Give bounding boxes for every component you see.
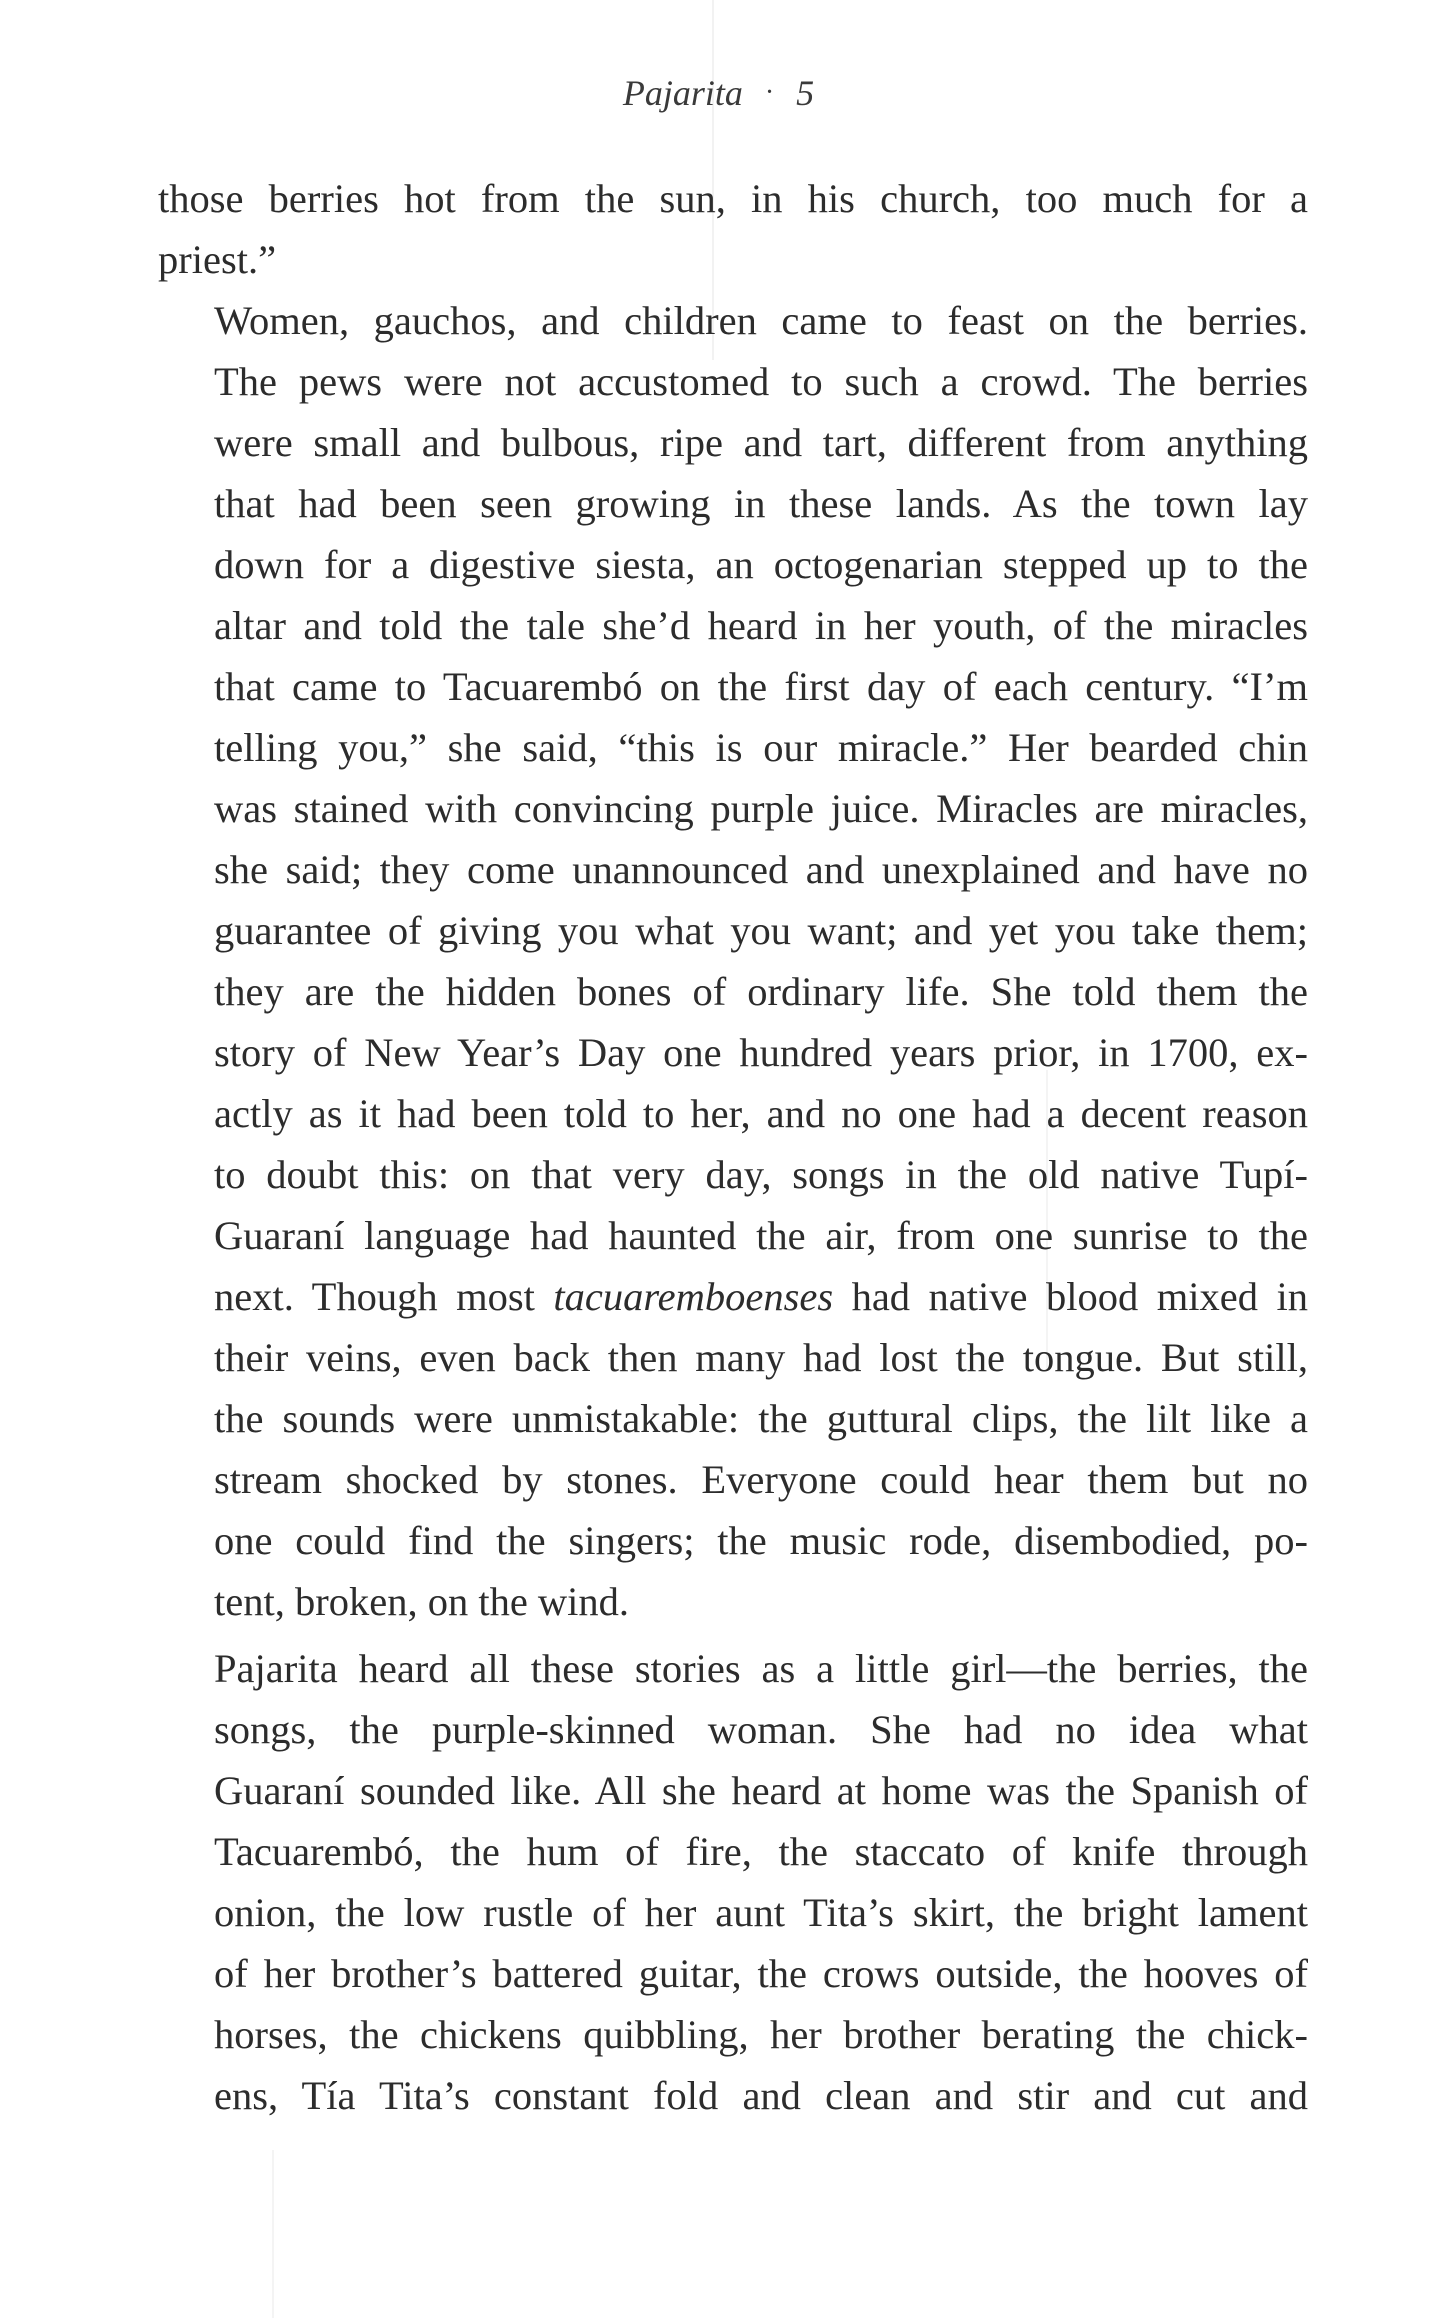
text-line: guarantee of giving you what you want; and yet you take them; [214, 908, 1308, 953]
italic-term: tacuaremboenses [553, 1274, 834, 1319]
text-line: that came to Tacuarembó on the first day of each century. “I’m [214, 664, 1308, 709]
text-run: had native blood mixed in [833, 1274, 1308, 1319]
text-line: Women, gauchos, and children came to feast on the berries. [214, 298, 1308, 343]
text-line: onion, the low rustle of her aunt Tita’s skirt, the bright lament [214, 1890, 1308, 1935]
text-line: Pajarita heard all these stories as a little girl—the berries, the [214, 1646, 1308, 1691]
running-head [0, 72, 1437, 114]
paragraph [158, 290, 1308, 1632]
page-number: 5 [796, 73, 815, 113]
text-line: those berries hot from the sun, in his church, too much for a [158, 176, 1308, 221]
text-line: Guaraní language had haunted the air, from one sunrise to the [214, 1213, 1308, 1258]
text-line: that had been seen growing in these lands. As the town lay [214, 481, 1308, 526]
text-line: story of New Year’s Day one hundred years prior, in 1700, ex- [214, 1030, 1308, 1075]
text-line [158, 1266, 1308, 1327]
text-line: actly as it had been told to her, and no one had a decent reason [214, 1091, 1308, 1136]
text-line: tent, broken, on the wind. [214, 1579, 630, 1624]
text-line: horses, the chickens quibbling, her brother berating the chick- [214, 2012, 1308, 2057]
running-head-title: Pajarita [622, 73, 743, 113]
paragraph [158, 1638, 1308, 2126]
text-line: Guaraní sounded like. All she heard at home was the Spanish of [214, 1768, 1308, 1813]
text-line: was stained with convincing purple juice. Miracles are miracles, [214, 786, 1308, 831]
body-text [158, 168, 1308, 2126]
text-line: their veins, even back then many had lost the tongue. But still, [214, 1335, 1308, 1380]
text-line: telling you,” she said, “this is our miracle.” Her bearded chin [214, 725, 1308, 770]
text-line: altar and told the tale she’d heard in her youth, of the miracles [214, 603, 1308, 648]
text-line: were small and bulbous, ripe and tart, different from anything [214, 420, 1308, 465]
paragraph [158, 168, 1308, 290]
text-line: songs, the purple-skinned woman. She had no idea what [214, 1707, 1308, 1752]
text-line: ens, Tía Tita’s constant fold and clean and stir and cut and [214, 2073, 1308, 2118]
text-line: she said; they come unannounced and unexplained and have no [214, 847, 1308, 892]
text-run: next. Though most [214, 1274, 554, 1319]
text-line: they are the hidden bones of ordinary life. She told them the [214, 969, 1308, 1014]
text-line: down for a digestive siesta, an octogenarian stepped up to the [214, 542, 1308, 587]
text-line: to doubt this: on that very day, songs in the old native Tupí- [214, 1152, 1308, 1197]
text-line: of her brother’s battered guitar, the crows outside, the hooves of [214, 1951, 1308, 1996]
text-line: priest.” [158, 237, 277, 282]
text-line: one could find the singers; the music rode, disembodied, po- [214, 1518, 1308, 1563]
text-line: stream shocked by stones. Everyone could hear them but no [214, 1457, 1308, 1502]
running-head-separator: · [764, 77, 775, 108]
scan-gutter-shadow [272, 2150, 274, 2318]
text-line: the sounds were unmistakable: the guttural clips, the lilt like a [214, 1396, 1308, 1441]
text-line: Tacuarembó, the hum of fire, the staccato of knife through [214, 1829, 1308, 1874]
text-line: The pews were not accustomed to such a crowd. The berries [214, 359, 1308, 404]
